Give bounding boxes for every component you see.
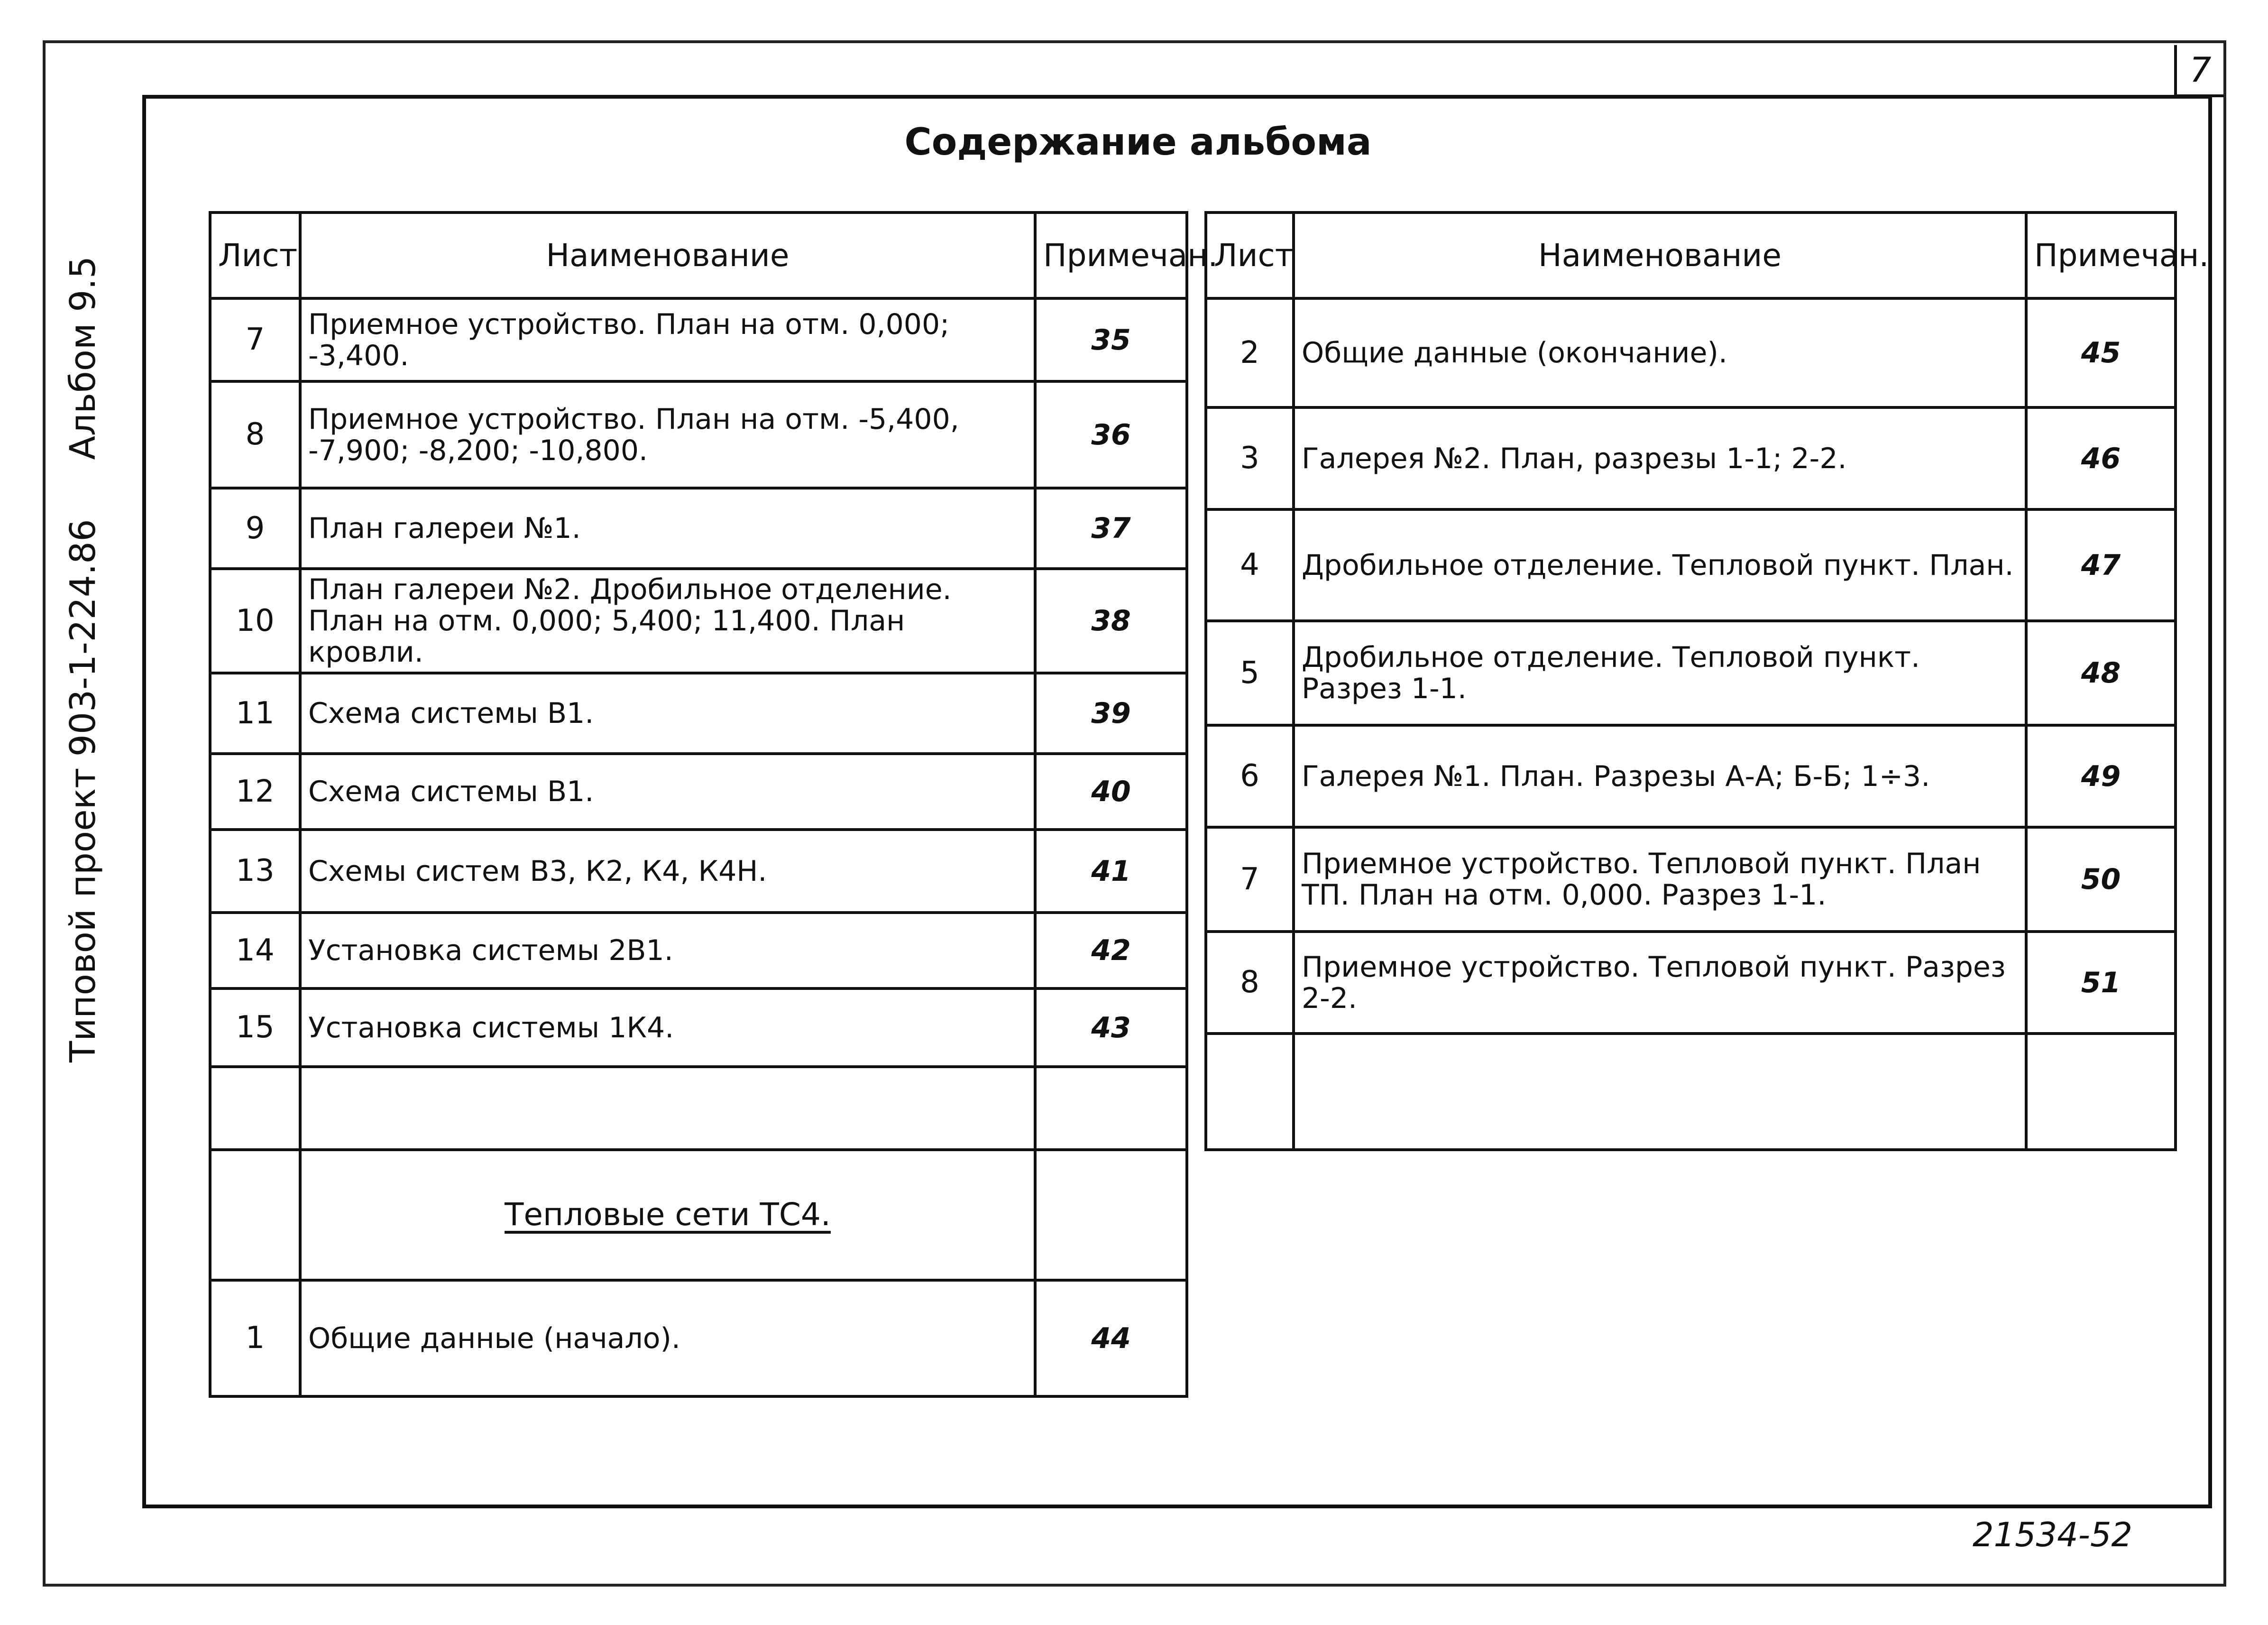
table-row [210,673,1187,754]
note-cell: 41 [1035,830,1187,913]
name-cell: Схема системы В1. [300,754,1035,830]
sheet-cell: 7 [210,298,300,381]
table-row [210,988,1187,1067]
note-cell: 42 [1035,913,1187,988]
table-row [210,381,1187,488]
empty-cell [210,1067,300,1150]
sheet-cell: 8 [210,381,300,488]
note-cell: 44 [1035,1280,1187,1396]
name-cell: Приемное устройство. План на отм. -5,400, -7,900; -8,200; -10,800. [300,381,1035,488]
table-row [1206,509,2176,621]
empty-row [210,1067,1187,1150]
sheet-cell: 14 [210,913,300,988]
table-header [1206,212,2176,298]
sheet-cell: 8 [1206,932,1294,1034]
project-label: Типовой проект 903-1-224.86 [63,519,103,1062]
table-row [210,830,1187,913]
note-cell: 40 [1035,754,1187,830]
table-row [210,298,1187,381]
note-cell: 48 [2026,621,2176,725]
sheet-cell: 6 [1206,725,1294,827]
name-cell: Схема системы В1. [300,673,1035,754]
album-label: Альбом 9.5 [63,256,103,460]
header-name: Наименование [300,212,1035,298]
contents-table-left [209,211,1218,1398]
name-cell: Приемное устройство. План на отм. 0,000; -3,400. [300,298,1035,381]
note-cell: 46 [2026,407,2176,509]
name-cell: Дробильное отделение. Тепловой пункт. План. [1294,509,2026,621]
sheet-cell: 9 [210,488,300,569]
note-cell: 50 [2026,827,2176,932]
table-row [210,569,1187,673]
header-sheet: Лист [1206,212,1294,298]
note-cell: 43 [1035,988,1187,1067]
table-row [1206,725,2176,827]
archive-stamp: 21534-52 [1973,1515,2133,1554]
name-cell: Общие данные (окончание). [1294,298,2026,407]
table-row [210,913,1187,988]
note-cell: 36 [1035,381,1187,488]
table-row [1206,407,2176,509]
section-title-cell [300,1150,1035,1280]
table-row [210,488,1187,569]
table-row [1206,932,2176,1034]
header-note: Примечан. [1035,212,1187,298]
name-cell: Приемное устройство. Тепловой пункт. План ТП. План на отм. 0,000. Разрез 1-1. [1294,827,2026,932]
table-row [1206,298,2176,407]
name-cell: Галерея №2. План, разрезы 1-1; 2-2. [1294,407,2026,509]
header-sheet: Лист [210,212,300,298]
note-cell: 45 [2026,298,2176,407]
sheet-cell: 3 [1206,407,1294,509]
sheet-cell: 7 [1206,827,1294,932]
table-row [1206,827,2176,932]
empty-cell [210,1150,300,1280]
name-cell: План галереи №2. Дробильное отделение. План на отм. 0,000; 5,400; 11,400. План кровли. [300,569,1035,673]
empty-cell [1294,1034,2026,1150]
name-cell: Общие данные (начало). [300,1280,1035,1396]
name-cell: Установка системы 1К4. [300,988,1035,1067]
contents-table-right [1204,211,2209,1151]
empty-cell [300,1067,1035,1150]
header-note: Примечан. [2026,212,2176,298]
empty-cell [1035,1067,1187,1150]
section-row [210,1150,1187,1280]
page-title: Содержание альбома [904,121,1372,164]
empty-cell [1035,1150,1187,1280]
note-cell: 37 [1035,488,1187,569]
sheet-cell: 1 [210,1280,300,1396]
sheet-cell: 12 [210,754,300,830]
header-name: Наименование [1294,212,2026,298]
sheet-cell: 13 [210,830,300,913]
empty-cell [2026,1034,2176,1150]
side-label [57,256,109,1062]
section-title: Тепловые сети ТС4. [505,1196,831,1233]
sheet-number: 7 [2174,45,2224,97]
sheet-cell: 11 [210,673,300,754]
name-cell: Галерея №1. План. Разрезы А-А; Б-Б; 1÷3. [1294,725,2026,827]
note-cell: 49 [2026,725,2176,827]
empty-row [1206,1034,2176,1150]
note-cell: 47 [2026,509,2176,621]
note-cell: 38 [1035,569,1187,673]
sheet-cell: 15 [210,988,300,1067]
name-cell: Приемное устройство. Тепловой пункт. Разрез 2-2. [1294,932,2026,1034]
name-cell: План галереи №1. [300,488,1035,569]
sheet-cell: 2 [1206,298,1294,407]
table-row [210,1280,1187,1396]
name-cell: Схемы систем В3, К2, К4, К4Н. [300,830,1035,913]
table-header [210,212,1187,298]
empty-cell [1206,1034,1294,1150]
table-row [210,754,1187,830]
note-cell: 39 [1035,673,1187,754]
note-cell: 51 [2026,932,2176,1034]
sheet-cell: 5 [1206,621,1294,725]
name-cell: Дробильное отделение. Тепловой пункт. Разрез 1-1. [1294,621,2026,725]
note-cell: 35 [1035,298,1187,381]
sheet-cell: 4 [1206,509,1294,621]
table-row [1206,621,2176,725]
name-cell: Установка системы 2В1. [300,913,1035,988]
sheet-cell: 10 [210,569,300,673]
